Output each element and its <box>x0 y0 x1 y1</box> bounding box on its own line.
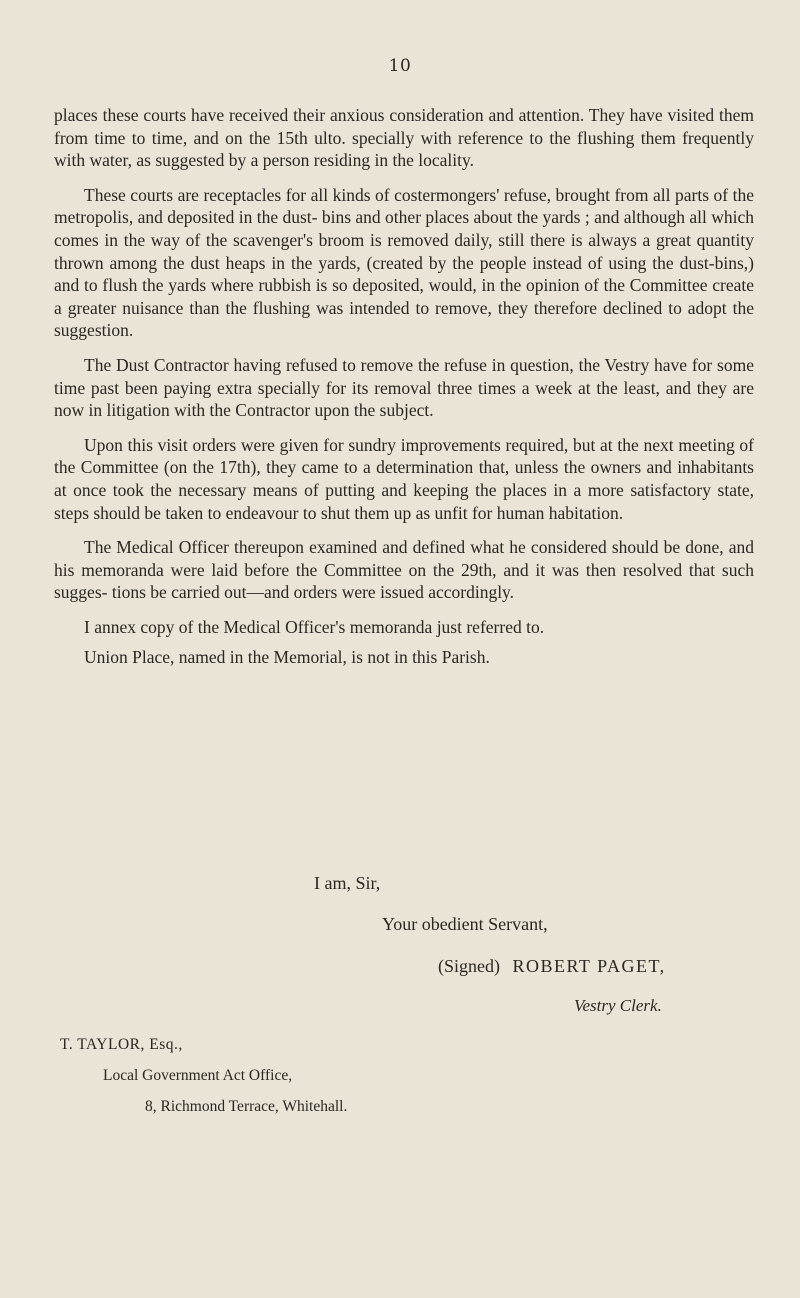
paragraph-5: The Medical Officer thereupon examined and defined what he considered should be done, and his memoranda were laid before the Committee on the 29th, and it was then resolved that such sugges- tions be carried out—and orders were issued accordingly. <box>54 537 754 603</box>
letter-body <box>54 104 754 681</box>
paragraph-1: places these courts have received their anxious consideration and attention. They have visited them from time to time, and on the 15th ulto. specially with reference to the flushing them frequently with water, as suggested by a person residing in the locality. <box>54 105 754 171</box>
paragraph-6: I annex copy of the Medical Officer's memoranda just referred to. <box>84 616 545 637</box>
valediction: Your obedient Servant, <box>382 914 548 934</box>
signature-line <box>438 956 666 977</box>
page-number: 10 <box>388 56 412 76</box>
paragraph-4: Upon this visit orders were given for sundry improvements required, but at the next meeting of the Committee (on the 17th), they came to a determination that, unless the owners and inhabitants at once took the necessary means of putting and keeping the places in a more satisfactory state, steps should be taken to endeavour to shut them up as unfit for human habitation. <box>54 434 754 523</box>
addressee-street: 8, Richmond Terrace, Whitehall. <box>145 1098 348 1115</box>
signed-prefix: (Signed) <box>438 956 500 976</box>
signatory-name: ROBERT PAGET, <box>512 956 666 976</box>
paragraph-3: The Dust Contractor having refused to remove the refuse in question, the Vestry have for some time past been paying extra specially for its removal three times a week at the least, and they are now in litigation with the Contractor upon the subject. <box>54 354 754 421</box>
signatory-title: Vestry Clerk. <box>574 996 662 1015</box>
addressee-name: T. TAYLOR, Esq., <box>60 1036 183 1053</box>
paragraph-2: These courts are receptacles for all kinds of costermongers' refuse, brought from all parts of the metropolis, and deposited in the dust- bins and other places about the yards ; and although all which comes in the way of the scavenger's broom is removed daily, still there is always a great quantity thrown among the dust heaps in the yards, (created by the people instead of using the dust-bins,) and to flush the yards where rubbish is so deposited, would, in the opinion of the Committee create a greater nuisance than the flushing was intended to remove, they therefore declined to adopt the suggestion. <box>54 184 754 341</box>
salutation: I am, Sir, <box>314 873 381 893</box>
addressee-office: Local Government Act Office, <box>103 1067 293 1084</box>
paragraph-7: Union Place, named in the Memorial, is not in this Parish. <box>84 647 490 668</box>
